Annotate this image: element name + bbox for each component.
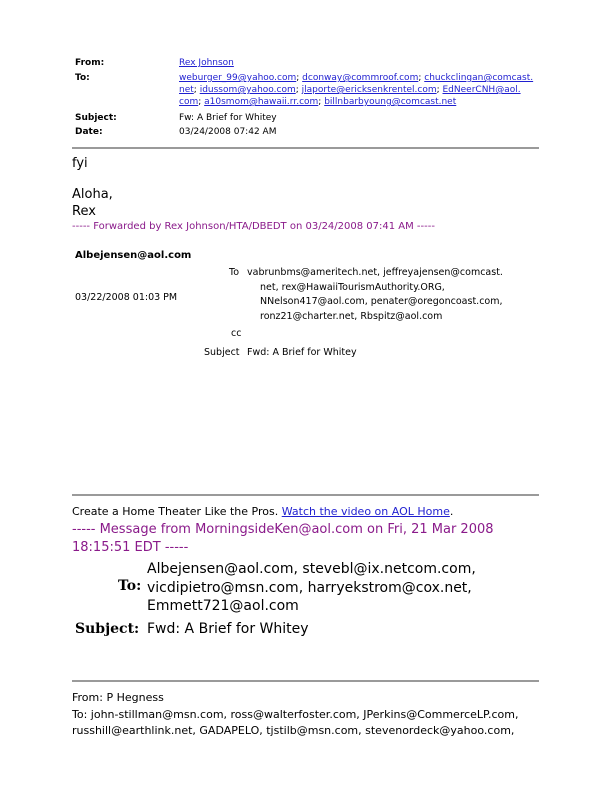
- message-header-line: 18:15:51 EDT -----: [72, 540, 189, 555]
- to-line: weburger_99@yahoo.com; dconway@commroof.com; chuckclingan@comcast.: [179, 73, 534, 83]
- forward-sender: Albejensen@aol.com: [75, 250, 192, 261]
- recipient-link[interactable]: idussom@yahoo.com: [199, 85, 296, 95]
- recipient-link[interactable]: jlaporte@ericksenkrentel.com: [301, 85, 437, 95]
- message-subject-value: Fwd: A Brief for Whitey: [147, 621, 309, 637]
- message-to-line: Emmett721@aol.com: [147, 598, 299, 614]
- subject-label: Subject:: [75, 113, 117, 123]
- forward-date: 03/22/2008 01:03 PM: [75, 292, 178, 303]
- to-label: To:: [75, 73, 90, 83]
- message-to-line: vicdipietro@msn.com, harryekstrom@cox.net,: [147, 579, 472, 596]
- divider: [72, 680, 539, 682]
- forward-to-recipients: [247, 266, 503, 324]
- ad-text: Create a Home Theater Like the Pros.: [72, 505, 282, 518]
- divider: [72, 147, 539, 149]
- forward-to-label: To: [229, 267, 240, 278]
- from-label: From:: [75, 58, 105, 68]
- recipient-link[interactable]: weburger_99@yahoo.com: [179, 73, 297, 83]
- footer-to-line: To: john-stillman@msn.com, ross@walterfoster.com, JPerkins@CommerceLP.com,: [72, 708, 519, 721]
- to-line: com; a10smom@hawaii.rr.com; billnbarbyoung@comcast.net: [179, 97, 457, 107]
- forward-cc-label: cc: [231, 328, 242, 339]
- body-fyi: fyi: [72, 156, 88, 171]
- recipient-link[interactable]: billnbarbyoung@comcast.net: [324, 97, 457, 107]
- footer-from: From: P Hegness: [72, 691, 164, 704]
- to-line: net; idussom@yahoo.com; jlaporte@ericksenkrentel.com; EdNeerCNH@aol.: [179, 85, 521, 95]
- forward-to-line: vabrunbms@ameritech.net, jeffreyajensen@comcast.: [247, 267, 503, 278]
- recipient-link[interactable]: chuckclingan@comcast.: [424, 73, 534, 83]
- subject-value: Fw: A Brief for Whitey: [179, 113, 277, 123]
- forward-to-line: NNelson417@aol.com, penater@oregoncoast.com,: [260, 296, 503, 307]
- recipient-link[interactable]: dconway@commroof.com: [302, 73, 419, 83]
- forward-to-line: net, rex@HawaiiTourismAuthority.ORG,: [260, 281, 445, 293]
- recipient-link[interactable]: com: [179, 97, 199, 107]
- forward-subject-label: Subject: [204, 347, 240, 358]
- message-subject-label: Subject:: [75, 621, 140, 637]
- to-recipients: [179, 72, 533, 108]
- from-link[interactable]: Rex Johnson: [179, 58, 234, 68]
- divider: [72, 494, 539, 496]
- recipient-link[interactable]: EdNeerCNH@aol.: [442, 85, 521, 95]
- forwarded-line: ----- Forwarded by Rex Johnson/HTA/DBEDT on 03/24/2008 07:41 AM -----: [72, 221, 435, 232]
- ad-line: Create a Home Theater Like the Pros. Watch the video on AOL Home.: [72, 505, 454, 518]
- message-to-recipients: [147, 560, 476, 616]
- date-label: Date:: [75, 127, 103, 137]
- forward-to-line: ronz21@charter.net, Rbspitz@aol.com: [260, 310, 443, 322]
- body-signature: Rex: [72, 204, 96, 219]
- forward-subject-value: Fwd: A Brief for Whitey: [247, 347, 357, 358]
- date-value: 03/24/2008 07:42 AM: [179, 127, 277, 137]
- recipient-link[interactable]: net: [179, 85, 194, 95]
- body-greeting: Aloha,: [72, 187, 113, 202]
- message-to-line: Albejensen@aol.com, stevebl@ix.netcom.com,: [147, 561, 476, 577]
- recipient-link[interactable]: a10smom@hawaii.rr.com: [204, 97, 319, 107]
- footer-to-line: russhill@earthlink.net, GADAPELO, tjstilb@msn.com, stevenordeck@yahoo.com,: [72, 724, 515, 737]
- message-to-label: To:: [118, 578, 142, 594]
- message-header-line: ----- Message from MorningsideKen@aol.com on Fri, 21 Mar 2008: [72, 522, 494, 537]
- ad-link[interactable]: Watch the video on AOL Home: [281, 505, 450, 518]
